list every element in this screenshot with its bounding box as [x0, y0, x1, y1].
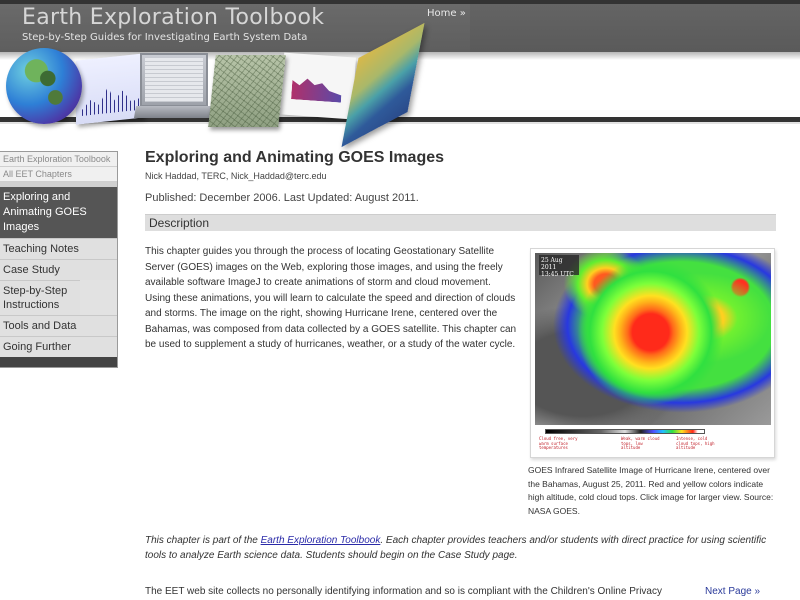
temperature-colorbar: [545, 429, 705, 434]
sidebar-item-tools-and-data[interactable]: Tools and Data: [0, 315, 117, 336]
home-link[interactable]: Home »: [427, 8, 466, 19]
site-header: [0, 0, 800, 125]
eet-note-suffix: . Each chapter provides teachers and/or students with direct practice for using scientific tools to analyze Earth science data. Students should begin on the Case Study page.: [145, 535, 767, 561]
next-page-link[interactable]: Next Page »: [705, 586, 761, 597]
sidebar-item-going-further[interactable]: Going Further: [0, 336, 117, 357]
hurricane-figure: [530, 248, 775, 458]
sidebar-crumb-eet[interactable]: Earth Exploration Toolbook: [0, 152, 117, 167]
header-bottom-rule-light: [0, 122, 800, 124]
sidebar-item-teaching-notes[interactable]: Teaching Notes: [0, 238, 117, 259]
eet-link[interactable]: Earth Exploration Toolbook: [260, 535, 381, 546]
legend-intense: Intense, cold cloud tops, high altitude: [676, 436, 715, 450]
satellite-map-banner-image: [208, 55, 286, 127]
satellite-timestamp-overlay: [539, 255, 579, 278]
legend-cloud-free: Cloud free, very warm surface temperatures: [539, 436, 578, 450]
sidebar-footer-bar: [0, 357, 117, 367]
sidebar-nav: [0, 151, 118, 368]
eet-note: [145, 533, 777, 563]
figure-caption: GOES Infrared Satellite Image of Hurricane Irene, centered over the Bahamas, August 25, 2011. Red and yellow colors indicate high altitude, cold cloud tops. Click image for larger view. Source: NASA GOES.: [528, 465, 774, 516]
main-content: [145, 148, 777, 597]
laptop-base-banner-image: [134, 106, 214, 118]
satellite-time: 13:45 UTC: [541, 271, 574, 278]
hurricane-satellite-image[interactable]: [535, 253, 771, 425]
laptop-banner-image: [140, 53, 208, 107]
3d-chart-banner-image: [280, 53, 356, 120]
site-title[interactable]: Earth Exploration Toolbook: [22, 5, 325, 30]
sidebar-item-step-by-step[interactable]: Step-by-Step Instructions: [0, 280, 80, 315]
sidebar-item-current-chapter[interactable]: Exploring and Animating GOES Images: [0, 187, 117, 238]
sidebar-crumb-all-chapters[interactable]: All EET Chapters: [0, 167, 117, 182]
sidebar-item-case-study[interactable]: Case Study: [0, 259, 117, 280]
section-heading-description: Description: [145, 214, 776, 231]
page-title: Exploring and Animating GOES Images: [145, 149, 445, 166]
satellite-date: 25 Aug 2011: [541, 257, 563, 271]
eet-note-prefix: This chapter is part of the: [145, 535, 261, 546]
published-date: Published: December 2006. Last Updated: August 2011.: [145, 192, 419, 204]
legend-weak: Weak, warm cloud tops, low altitude: [621, 436, 660, 450]
site-tagline: Step-by-Step Guides for Investigating Earth System Data: [22, 32, 308, 43]
privacy-notice: The EET web site collects no personally identifying information and so is compliant with the Children's Online Privacy: [145, 586, 662, 597]
author-line: Nick Haddad, TERC, Nick_Haddad@terc.edu: [145, 171, 327, 181]
globe-banner-image: [6, 48, 82, 124]
description-text: This chapter guides you through the process of locating Geostationary Satellite Server (GOES) images on the Web, exploring those images, and using the freely available software ImageJ to create animations of storm and cloud movement. Using these animations, you will learn to calculate the speed and direction of clouds and storms. The image on the right, showing Hurricane Irene, centered over the Bahamas, was composed from data collected by a GOES satellite. This chapter can be used to supplement a study of hurricanes, weather, or a study of the water cycle.: [145, 246, 517, 350]
